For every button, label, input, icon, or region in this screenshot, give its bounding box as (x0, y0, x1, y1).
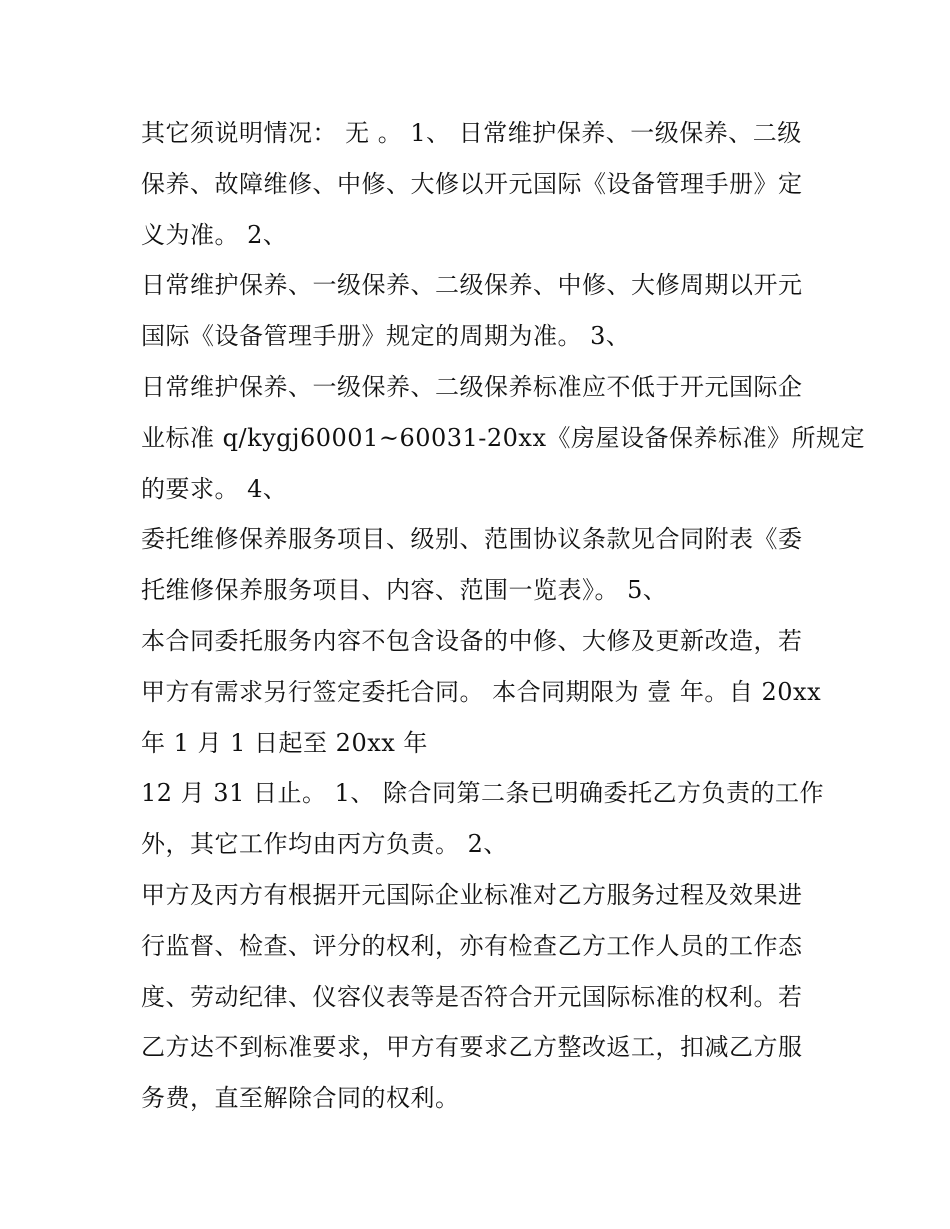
text-line: 保养、故障维修、中修、大修以开元国际《设备管理手册》定 (141, 169, 803, 198)
text-line: 本合同委托服务内容不包含设备的中修、大修及更新改造，若 (141, 626, 803, 655)
text-line: 度、劳动纪律、仪容仪表等是否符合开元国际标准的权利。若 (141, 982, 803, 1011)
text-line: 托维修保养服务项目、内容、范围一览表》。 5、 (141, 576, 668, 605)
text-line: 12 月 31 日止。 1、 除合同第二条已明确委托乙方负责的工作 (141, 779, 824, 808)
text-line: 行监督、检查、评分的权利，亦有检查乙方工作人员的工作态 (141, 931, 803, 960)
text-line: 业标准 q/kygj60001~60031-20xx《房屋设备保养标准》所规定 (141, 423, 866, 452)
body-text (141, 108, 866, 1124)
text-line: 其它须说明情况： 无 。 1、 日常维护保养、一级保养、二级 (141, 119, 802, 147)
text-line: 年 1 月 1 日起至 20xx 年 (141, 728, 428, 757)
text-line: 乙方达不到标准要求，甲方有要求乙方整改返工，扣减乙方服 (141, 1033, 803, 1062)
text-line: 义为准。 2、 (141, 220, 288, 249)
text-line: 务费，直至解除合同的权利。 (141, 1084, 460, 1113)
text-line: 日常维护保养、一级保养、二级保养、中修、大修周期以开元 (141, 271, 803, 300)
text-line: 日常维护保养、一级保养、二级保养标准应不低于开元国际企 (141, 372, 803, 401)
text-line: 国际《设备管理手册》规定的周期为准。 3、 (141, 322, 631, 351)
text-line: 委托维修保养服务项目、级别、范围协议条款见合同附表《委 (141, 525, 803, 554)
text-line: 甲方及丙方有根据开元国际企业标准对乙方服务过程及效果进 (141, 880, 803, 909)
text-line: 甲方有需求另行签定委托合同。 本合同期限为 壹 年。自 20xx (141, 677, 822, 706)
text-line: 的要求。 4、 (141, 474, 288, 503)
text-line: 外，其它工作均由丙方负责。 2、 (141, 830, 508, 859)
